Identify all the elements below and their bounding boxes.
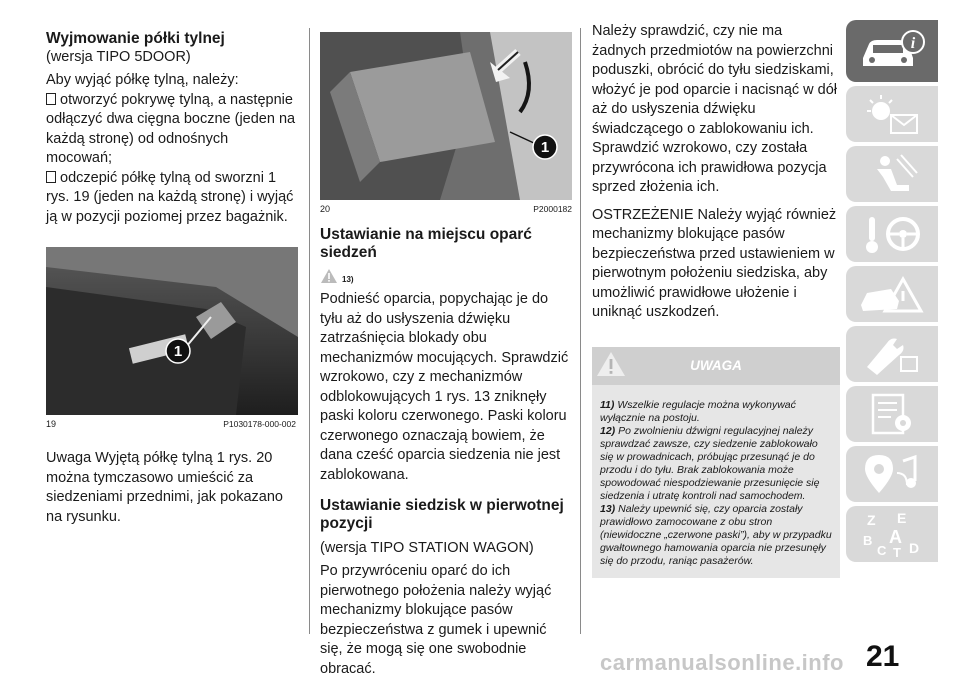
seat-belt-mechanism-photo (320, 32, 572, 200)
warning-item: 13) Należy upewnić się, czy oparcia zostały prawidłowo zamocowane z obu stron (niewidoczne „czerwone paski”), aby w przypadku gwałtownego hamowania oparcia nie przesunęły się do przodu, raniąc pasażerów. (600, 502, 832, 567)
trunk-shelf-photo (46, 247, 298, 415)
page-number: 21 (866, 640, 900, 673)
figure-code: P1030178-000-002 (223, 419, 296, 429)
warning-triangle-icon (320, 268, 338, 284)
svg-text:E: E (897, 510, 907, 526)
watermark: carmanualsonline.info (600, 650, 844, 675)
svg-text:B: B (863, 533, 873, 548)
seat-cushion-text: Po przywróceniu oparć do ich pierwotnego położenia należy wyjąć mechanizmy blokujące pasów bezpieczeństwa z gumek i upewnić się, że mogą się one swobodnie obracać. (320, 563, 552, 677)
warning-triangle-icon (596, 351, 626, 377)
tab-warning-lights[interactable] (846, 86, 938, 142)
svg-text:A: A (889, 527, 902, 547)
svg-text:T: T (893, 545, 901, 559)
svg-text:i: i (910, 35, 916, 52)
tab-starting-driving[interactable] (846, 206, 938, 262)
figure-number: 19 (46, 419, 57, 429)
warning-ref-number: 13) (342, 275, 354, 284)
section-title-backrest: Ustawianie na miejscu oparć siedzeń (320, 226, 532, 261)
svg-text:C: C (877, 543, 887, 558)
bullet-square-icon (46, 171, 56, 183)
figure-19-photo (46, 247, 298, 415)
column-middle (320, 32, 572, 679)
warning-item: 12) Po zwolnieniu dźwigni regulacyjnej należy sprawdzać zawsze, czy siedzenie zablokowało się w prowadnicach, próbując przesunąć je do przodu i do tyłu. Brak zablokowania może spowodować niespodziewanie przesunięcie się siedzenia i utratę kontroli nad samochodem. (600, 424, 820, 502)
step-item: otworzyć pokrywę tylną, a następnie odłączyć dwa cięgna boczne (jeden na każdą stronę) od odnośnych mocowań; (46, 91, 296, 166)
section-subtitle-version: (wersja TIPO STATION WAGON) (320, 540, 534, 556)
seat-safety-icon (857, 151, 927, 197)
column-right (592, 22, 840, 578)
warning-list (592, 385, 840, 578)
column-divider (580, 28, 581, 634)
index-icon (857, 509, 927, 559)
tab-technical-data[interactable] (846, 386, 938, 442)
figure-caption (320, 204, 572, 214)
tab-maintenance[interactable] (846, 326, 938, 382)
note-text: Uwaga Wyjętą półkę tylną 1 rys. 20 można tymczasowo umieścić za siedzeniami przednimi, jak pokazano na rysunku. (46, 450, 283, 525)
figure-number: 20 (320, 204, 331, 214)
figure-code: P2000182 (533, 204, 572, 214)
figure-caption (46, 419, 296, 429)
tab-multimedia[interactable] (846, 446, 938, 502)
svg-text:1: 1 (540, 139, 550, 156)
section-subtitle-version: (wersja TIPO 5DOOR) (46, 49, 191, 65)
warning-box-title: UWAGA (690, 358, 742, 373)
warning-box (592, 347, 840, 578)
warning-box-header (592, 347, 840, 385)
caution-text: OSTRZEŻENIE Należy wyjąć również mechanizmy blokujące pasów bezpieczeństwa przed ustawieniem w pierwotnym położeniu siedziska, aby umożliwić prawidłowe ułożenie i uniknąć uszkodzeń. (592, 206, 837, 320)
backrest-text: Podnieść oparcia, popychając je do tyłu aż do usłyszenia dźwięku zatrzaśnięcia blokady obu mechanizmów mocujących. Sprawdzić wzrokowo, czy z mechanizmów odblokowujących 1 rys. 13 zniknęły paski koloru czerwonego. Paski koloru czerwonego oznaczają bowiem, że dana cześć oparcia siedzenia nie jest zablokowana. (320, 291, 569, 483)
roadside-emergency-icon (857, 271, 927, 317)
warning-reference (320, 268, 572, 284)
step-item: odczepić półkę tylną od sworzni 1 rys. 19 (jeden na każdą stronę) i wyjąć ją w pozycji poziomej przez bagażnik. (46, 169, 294, 225)
check-text: Należy sprawdzić, czy nie ma żadnych przedmiotów na powierzchni poduszki, obrócić do tyłu siedziskami, włożyć je pod oparcie i nacisnąć w dół aż do usłyszenia dźwięku świadczącego o zablokowaniu ich. Sprawdzić wzrokowo, czy została przywrócona ich prawidłowa pozycja sprzed złożenia ich. (592, 23, 838, 195)
multimedia-icon (857, 451, 927, 497)
bullet-square-icon (46, 93, 56, 105)
maintenance-icon (857, 331, 927, 377)
intro-text: Aby wyjąć półkę tylną, należy: (46, 72, 239, 88)
tab-safety[interactable] (846, 146, 938, 202)
column-divider (309, 28, 310, 634)
svg-text:Z: Z (867, 512, 876, 528)
section-title-seat-cushion: Ustawianie siedzisk w pierwotnej pozycji (320, 497, 564, 532)
column-left (46, 30, 296, 527)
tab-car-info[interactable] (846, 20, 938, 82)
tab-index[interactable] (846, 506, 938, 562)
warning-lights-icon (857, 91, 927, 137)
car-info-icon (857, 28, 927, 74)
warning-item: 11) Wszelkie regulacje można wykonywać wyłącznie na postoju. (600, 398, 796, 424)
tech-data-icon (857, 391, 927, 437)
steering-key-icon (857, 211, 927, 257)
svg-text:D: D (909, 540, 920, 556)
tab-emergency[interactable] (846, 266, 938, 322)
section-title-shelf-removal: Wyjmowanie półki tylnej (46, 30, 225, 47)
svg-text:1: 1 (173, 343, 183, 360)
figure-20-photo (320, 32, 572, 200)
chapter-tabs (846, 20, 956, 566)
